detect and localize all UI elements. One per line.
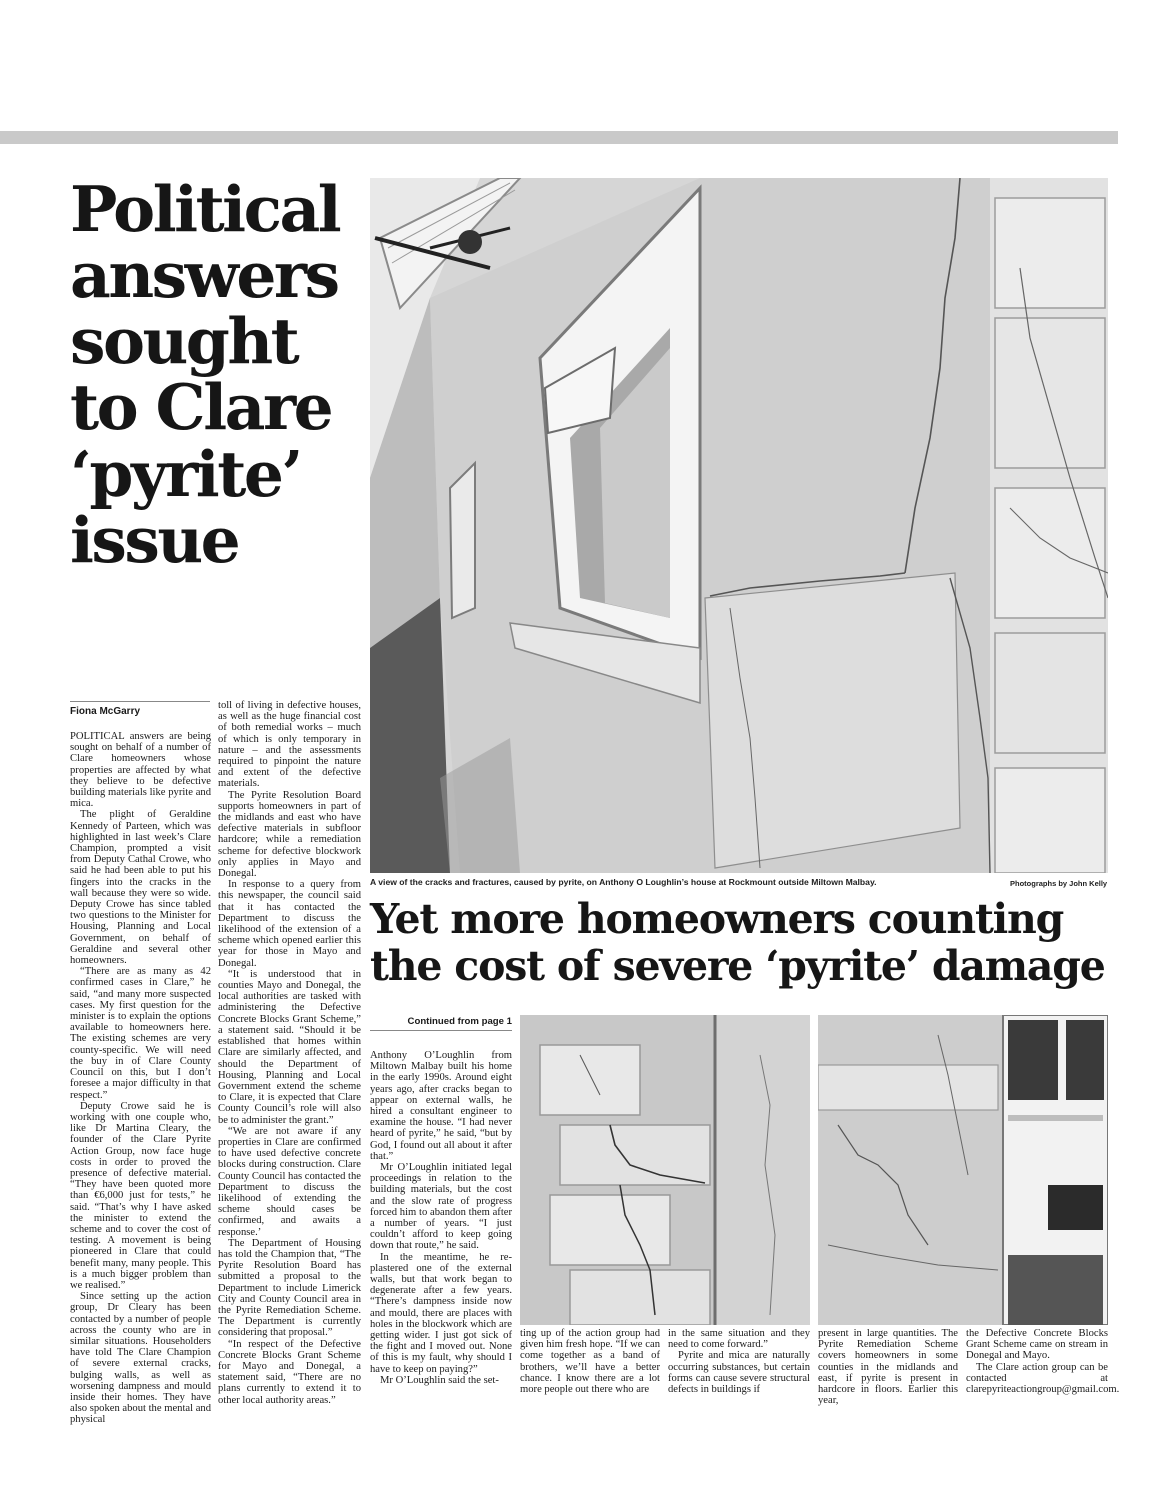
byline: Fiona McGarry bbox=[70, 701, 210, 720]
paragraph: In response to a query from this newspaper, the council said that it has contacted the Department to discuss the likelihood of the extension of a scheme which opened earlier this year for those in Mayo and Donegal. bbox=[218, 879, 361, 969]
paragraph: The Clare action group can be contacted at clarepyriteactiongroup@gmail.com. bbox=[966, 1361, 1120, 1396]
paragraph: the Defective Concrete Blocks Grant Scheme came on stream in Donegal and Mayo. bbox=[966, 1328, 1108, 1362]
paragraph: Pyrite and mica are naturally occurring substances, but certain forms can cause severe structural defects in buildings if bbox=[668, 1350, 810, 1396]
article2-column-1 bbox=[370, 1050, 512, 1386]
paragraph: POLITICAL answers are being sought on behalf of a number of Clare homeowners whose properties are affected by what they believe to be defective building materials like pyrite and mica. bbox=[70, 731, 211, 810]
main-headline bbox=[70, 172, 370, 577]
house-photo-graphic bbox=[370, 178, 1108, 873]
second-headline-line: Yet more homeowners counting bbox=[370, 895, 1064, 943]
paragraph: The plight of Geraldine Kennedy of Parteen, which was highlighted in last week’s Clare Champion, prompted a visit from Deputy Cathal Crowe, who said he had been able to put his fingers into the cracks in the wall because they were so wide. Deputy Crowe has since tabled two questions to the Minister for Housing, Planning and Local Government, on behalf of Geraldine and several other homeowners. bbox=[70, 809, 211, 967]
paragraph: toll of living in defective houses, as well as the huge financial cost of both remedial works – much of which is only temporary in nature – and the assessments required to pinpoint the nature and extent of the defective materials. bbox=[218, 700, 361, 790]
quoin-crack-graphic bbox=[520, 1015, 810, 1325]
headline-line: Political bbox=[70, 172, 340, 246]
paragraph: Mr O’Loughlin said the set- bbox=[380, 1374, 499, 1386]
doorway-crack-graphic bbox=[818, 1015, 1108, 1325]
article2-column-4 bbox=[818, 1328, 958, 1406]
paragraph: ting up of the action group had given him fresh hope. “If we can come together as a band of brothers, we’ll have a better chance. I know there are a lot more people out there who are bbox=[520, 1328, 660, 1396]
paragraph: present in large quantities. The Pyrite Remediation Scheme covers homeowners in some counties in the midlands and east, if pyrite is present in hardcore in floors. Earlier this year, bbox=[818, 1328, 958, 1407]
photo-caption: A view of the cracks and fractures, caused by pyrite, on Anthony O Loughlin’s house at Rockmount outside Miltown Malbay. bbox=[370, 877, 877, 887]
article2-column-5 bbox=[966, 1328, 1120, 1396]
paragraph: The Pyrite Resolution Board supports homeowners in part of the midlands and east who have defective materials in subfloor hardcore; while a remediation scheme for defective blockwork only applies in Mayo and Donegal. bbox=[218, 789, 361, 880]
headline-line: to Clare bbox=[70, 370, 332, 445]
paragraph: “In respect of the Defective Concrete Blocks Grant Scheme for Mayo and Donegal, a statement said, “There are no plans currently to extend it to other local authority areas.” bbox=[218, 1338, 361, 1406]
top-rule-bar bbox=[0, 131, 1118, 144]
article2-column-3 bbox=[668, 1328, 810, 1395]
article1-column-1 bbox=[70, 731, 211, 1426]
second-headline bbox=[370, 896, 1115, 990]
crack-photo-2 bbox=[520, 1015, 810, 1325]
headline-line: answers bbox=[70, 238, 338, 313]
headline-line: ‘pyrite’ bbox=[70, 436, 301, 511]
paragraph: Since setting up the action group, Dr Cleary has been contacted by a number of people across the county who are in similar situations. Householders have told The Clare Champion of severe external cracks, bulging walls, as well as worsening dampness and mould inside their homes. They have also spoken about the mental and physical bbox=[70, 1291, 211, 1426]
paragraph: Anthony O’Loughlin from Miltown Malbay built his home in the early 1990s. Around eight years ago, after cracks began to appear on external walls, he hired a consultant engineer to examine the house. “I had never heard of pyrite,” he said, “but by God, I found out all about it after that.” bbox=[370, 1050, 512, 1162]
crack-photo-3 bbox=[818, 1015, 1108, 1325]
continued-from-label: Continued from page 1 bbox=[370, 1016, 512, 1031]
main-photo bbox=[370, 178, 1108, 873]
paragraph: In the meantime, he re-plastered one of the external walls, but that work began to degenerate after a few years. “There’s dampness inside now and mould, there are places with holes in the blockwork which are getting wider. I just got sick of the fight and I moved out. None of this is my fault, why should I have to keep on paying?” bbox=[370, 1251, 512, 1375]
paragraph: Mr O’Loughlin initiated legal proceedings in relation to the building materials, but the cost and the slow rate of progress forced him to abandon them after a number of years. “I just couldn’t afford to keep going down that route,” he said. bbox=[370, 1162, 512, 1252]
article2-column-2 bbox=[520, 1328, 660, 1395]
article1-column-2 bbox=[218, 700, 361, 1406]
paragraph: “We are not aware if any properties in Clare are confirmed to have used defective concrete blocks during construction. Clare County Council has contacted the Department to discuss the likelihood of extending the scheme should cases be confirmed, and awaits a response.’ bbox=[218, 1125, 361, 1238]
paragraph: in the same situation and they need to come forward.” bbox=[668, 1328, 810, 1351]
paragraph: “There are as many as 42 confirmed cases in Clare,” he said, “and many more suspected cases. My first question for the minister is to explain the options available to homeowners here. The existing schemes are very county-specific. We will need the buy in of Clare County Council on this, but I don’t foresee a major difficulty in that respect.” bbox=[70, 966, 211, 1101]
paragraph: The Department of Housing has told the Champion that, “The Pyrite Resolution Board has submitted a proposal to the Department to include Limerick City and County Council area in the Pyrite Remediation Scheme. The Department is currently considering that proposal.” bbox=[218, 1237, 361, 1339]
paragraph: Deputy Crowe said he is working with one couple who, like Dr Martina Cleary, the founder of the Clare Pyrite Action Group, now face huge costs in order to proved the presence of defective material. “They have been quoted more than €6,000 just for tests,” he said. “That’s why I have asked the minister to extend the scheme and to cover the cost of testing. A movement is being pioneered in Clare that could benefit many, many people. This is a much bigger problem than we realised.” bbox=[70, 1100, 211, 1291]
paragraph: “It is understood that in counties Mayo and Donegal, the local authorities are tasked with administering the Defective Concrete Blocks Grant Scheme,” a statement said. “Should it be established that homes within Clare are similarly affected, and should the Department of Housing, Planning and Local Government extend the scheme to Clare, it is expected that Clare County Council’s role will also be to administer the grant.” bbox=[218, 968, 361, 1126]
photo-credit: Photographs by John Kelly bbox=[1010, 879, 1108, 888]
headline-line: sought bbox=[70, 304, 298, 379]
second-headline-line: the cost of severe ‘pyrite’ damage bbox=[370, 942, 1105, 990]
headline-line: issue bbox=[70, 502, 239, 577]
